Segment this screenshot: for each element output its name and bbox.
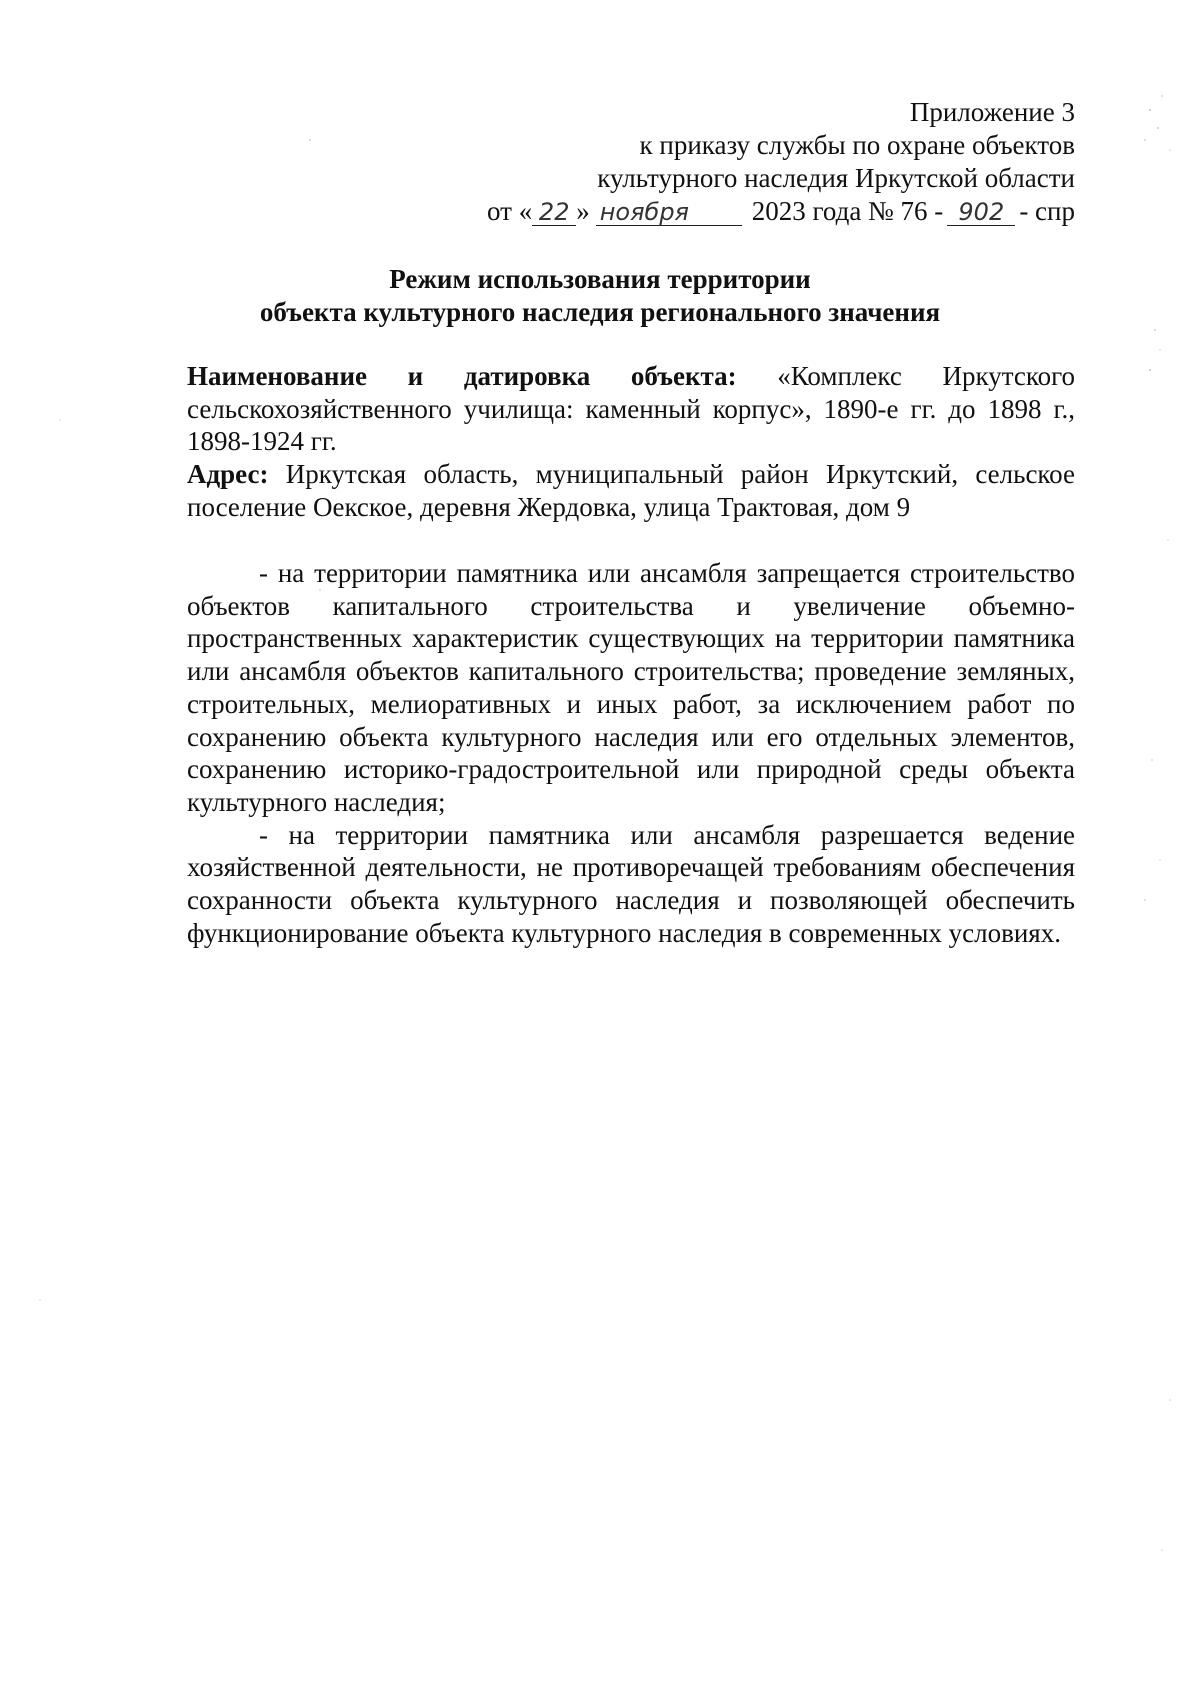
- appendix-label: Приложение 3: [909, 97, 1075, 127]
- date-close-quote: »: [576, 196, 590, 226]
- year-and-number: 2023 года № 76 -: [751, 196, 944, 226]
- date-prefix: от «: [487, 196, 533, 226]
- order-suffix: - спр: [1019, 196, 1075, 226]
- object-description: [187, 360, 1075, 524]
- object-name-label: Наименование и датировка объекта:: [187, 361, 737, 391]
- object-name-value: «Комплекс Иркутского сельскохозяйственного училища: каменный корпус», 1890-е гг. до 1898 г., 1898-1924 гг.: [187, 361, 1075, 457]
- handwritten-order-number: 902: [947, 199, 1015, 226]
- handwritten-month: ноября: [596, 199, 742, 226]
- object-address-value: Иркутская область, муниципальный район Иркутский, сельское поселение Оекское, деревня Жердовка, улица Трактовая, дом 9: [187, 459, 1075, 522]
- rule-permission: - на территории памятника или ансамбля разрешается ведение хозяйственной деятельности, не противоречащей требованиям обеспечения сохранности объекта культурного наследия и позволяющей обеспечить функционирование объекта культурного наследия в современных условиях.: [187, 819, 1075, 948]
- order-date-line: [487, 195, 1075, 228]
- issuing-authority: культурного наследия Иркутской области: [597, 163, 1075, 193]
- rule-prohibition: - на территории памятника или ансамбля запрещается строительство объектов капитального строительства и увеличение объемно-пространственных характеристик существующих на территории памятника или ансамбля объектов капитального строительства; проведение земляных, строительных, мелиоративных и иных работ, за исключением работ по сохранению объекта культурного наследия или его отдельных элементов, сохранению историко-градостроительной или природной среды объекта культурного наследия;: [187, 558, 1075, 817]
- handwritten-day: 22: [532, 199, 576, 226]
- object-address-label: Адрес:: [187, 459, 269, 490]
- object-address-paragraph: [187, 458, 1075, 523]
- title-line-2: объекта культурного наследия регионального значения: [259, 297, 941, 327]
- object-name-paragraph: [187, 360, 1075, 458]
- usage-rules: [187, 557, 1075, 949]
- document-title: [0, 263, 1200, 329]
- attachment-header: [487, 96, 1075, 228]
- title-line-1: Режим использования территории: [389, 264, 811, 294]
- order-reference: к приказу службы по охране объектов: [639, 130, 1075, 160]
